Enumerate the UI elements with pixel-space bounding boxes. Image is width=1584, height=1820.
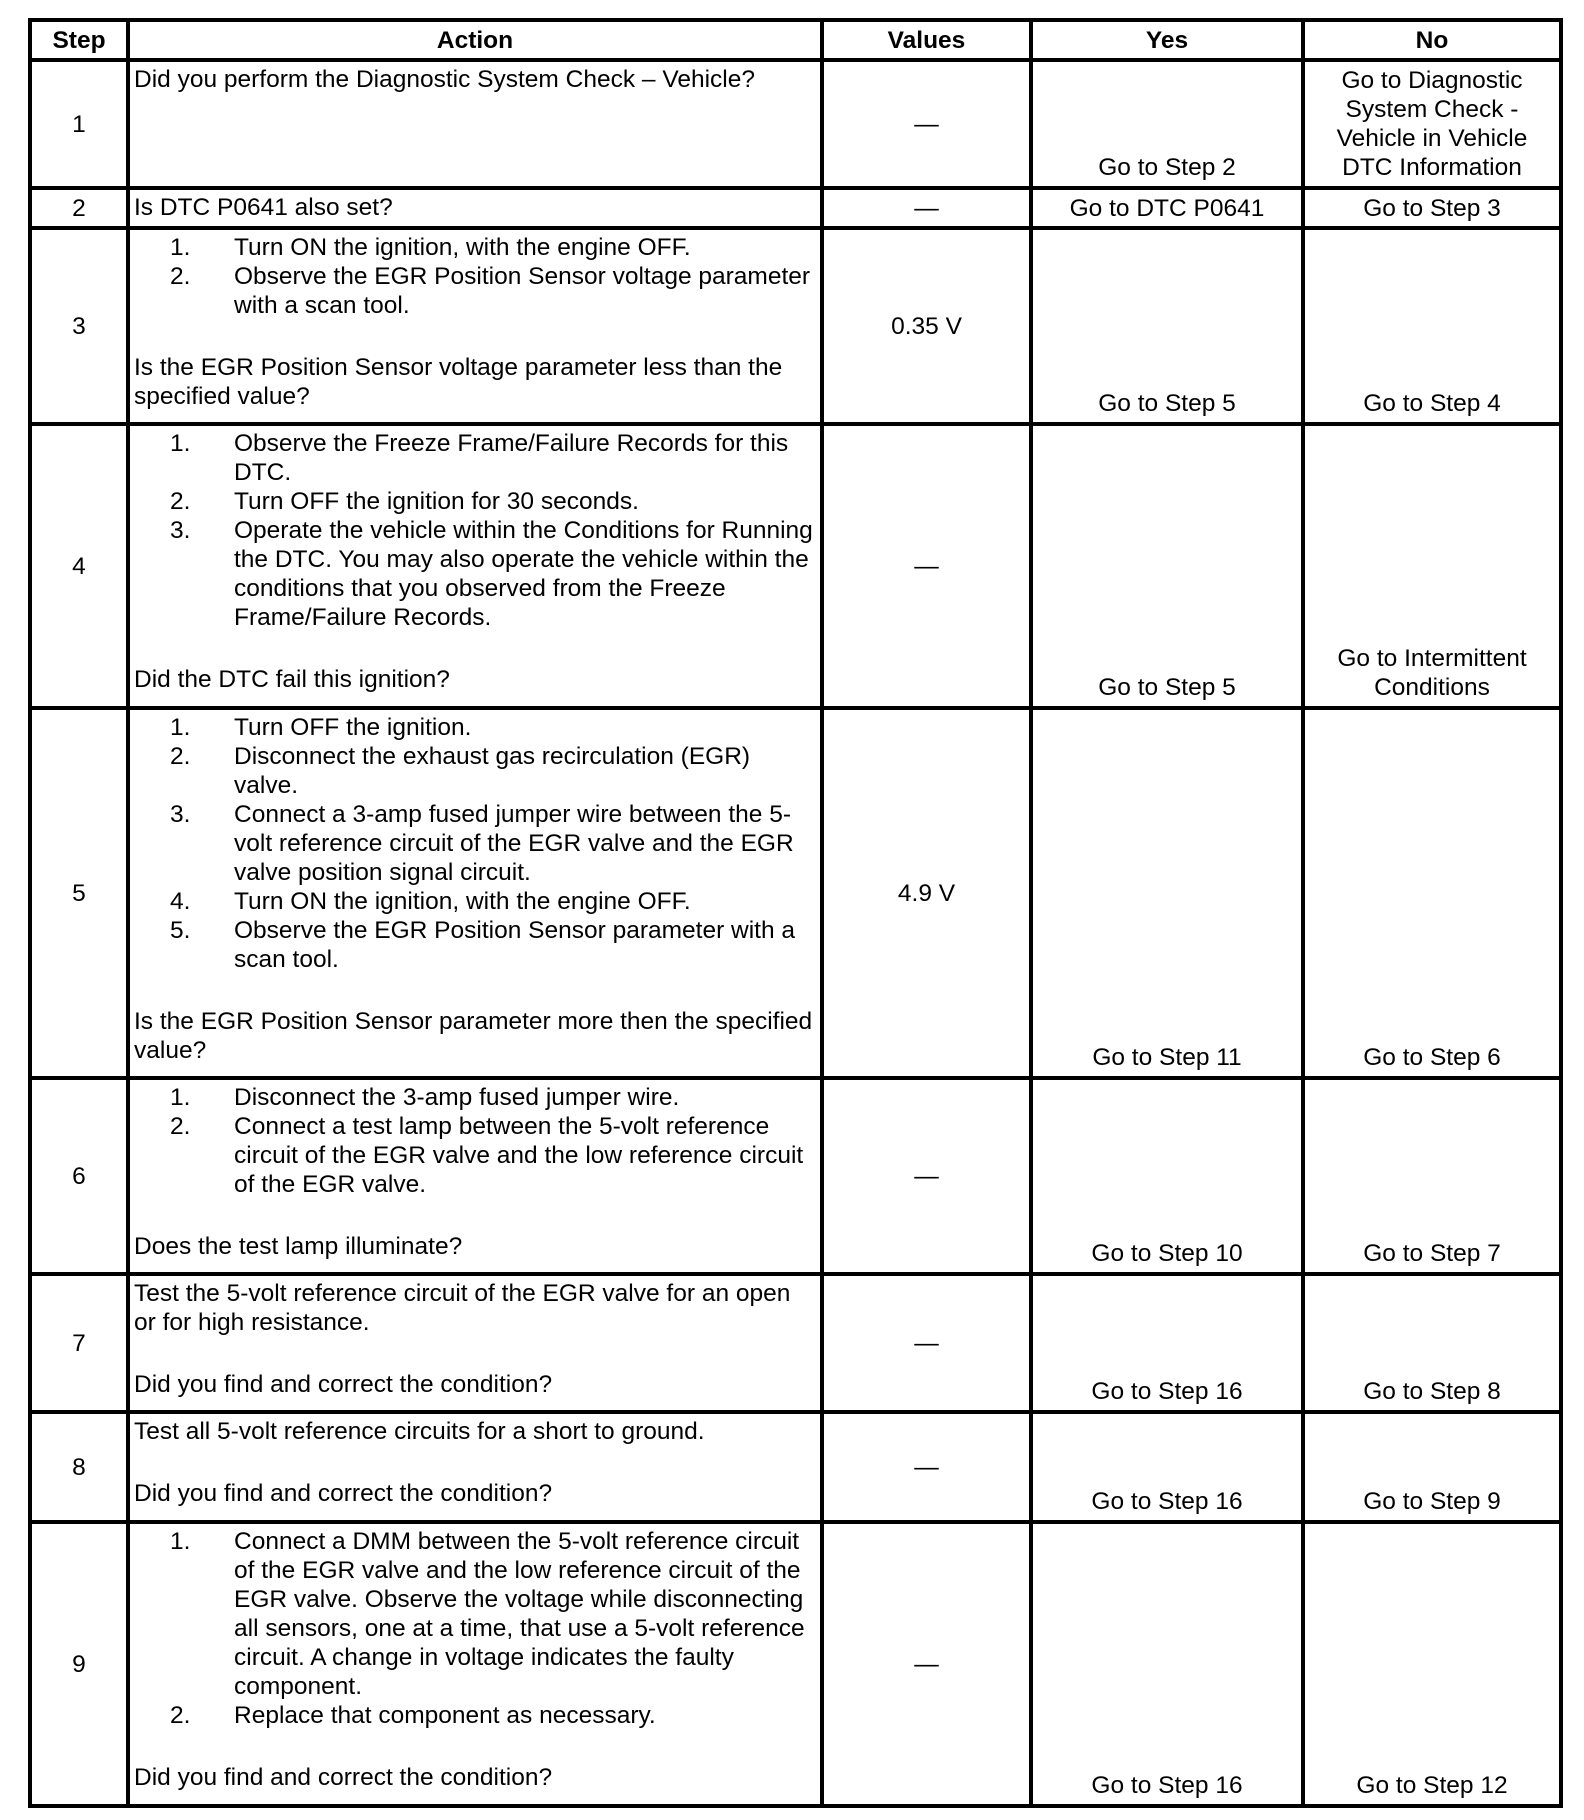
no-cell: Go to Step 12 [1303, 1522, 1561, 1806]
value-cell: — [822, 1078, 1031, 1274]
step-number: 9 [30, 1522, 128, 1806]
table-row [30, 1522, 1561, 1806]
step-number: 4 [30, 424, 128, 708]
action-step: Connect a DMM between the 5-volt reference circuit of the EGR valve and the low reference circuit of the EGR valve. Observe the voltage while disconnecting all sensors, one at a time, that use a 5-volt reference circuit. A change in voltage indicates the faulty component. [234, 1528, 805, 1700]
header-yes: Yes [1031, 20, 1303, 60]
value-cell: — [822, 1412, 1031, 1522]
action-cell [128, 708, 822, 1078]
header-values: Values [822, 20, 1031, 60]
action-cell [128, 1274, 822, 1412]
value-cell: 0.35 V [822, 228, 1031, 424]
header-action: Action [128, 20, 822, 60]
action-text: Test the 5-volt reference circuit of the EGR valve for an open or for high resistance. [134, 1280, 791, 1336]
action-steps [134, 713, 816, 974]
action-step: Observe the EGR Position Sensor parameter with a scan tool. [234, 917, 796, 973]
action-question: Did you find and correct the condition? [134, 1371, 553, 1398]
table-row [30, 424, 1561, 708]
action-text: Test all 5-volt reference circuits for a short to ground. [134, 1418, 705, 1445]
diagnostic-table [28, 18, 1563, 1808]
yes-cell: Go to DTC P0641 [1031, 188, 1303, 228]
action-step: Operate the vehicle within the Conditions for Running the DTC. You may also operate the vehicle within the conditions that you observed from the Freeze Frame/Failure Records. [234, 517, 813, 631]
no-cell: Go to Step 4 [1303, 228, 1561, 424]
no-cell: Go to Intermittent Conditions [1303, 424, 1561, 708]
action-step: Turn OFF the ignition. [234, 714, 472, 741]
action-step: Disconnect the 3-amp fused jumper wire. [234, 1084, 680, 1111]
table-row [30, 708, 1561, 1078]
action-steps [134, 233, 816, 320]
yes-cell: Go to Step 16 [1031, 1522, 1303, 1806]
action-text: Is DTC P0641 also set? [134, 194, 393, 221]
yes-cell: Go to Step 2 [1031, 60, 1303, 188]
step-number: 7 [30, 1274, 128, 1412]
table-row [30, 228, 1561, 424]
action-step: Observe the EGR Position Sensor voltage parameter with a scan tool. [234, 263, 811, 319]
value-cell: 4.9 V [822, 708, 1031, 1078]
no-cell: Go to Step 3 [1303, 188, 1561, 228]
action-cell [128, 424, 822, 708]
yes-cell: Go to Step 16 [1031, 1274, 1303, 1412]
action-step: Turn ON the ignition, with the engine OFF. [234, 234, 691, 261]
step-number: 8 [30, 1412, 128, 1522]
yes-cell: Go to Step 10 [1031, 1078, 1303, 1274]
step-number: 3 [30, 228, 128, 424]
action-step: Replace that component as necessary. [234, 1702, 656, 1729]
action-step: Turn ON the ignition, with the engine OFF. [234, 888, 691, 915]
step-number: 5 [30, 708, 128, 1078]
step-number: 1 [30, 60, 128, 188]
action-question: Did you find and correct the condition? [134, 1764, 553, 1791]
no-cell: Go to Step 7 [1303, 1078, 1561, 1274]
action-steps [134, 1527, 816, 1730]
header-row [30, 20, 1561, 60]
action-step: Turn OFF the ignition for 30 seconds. [234, 488, 639, 515]
yes-cell: Go to Step 5 [1031, 424, 1303, 708]
step-number: 2 [30, 188, 128, 228]
value-cell: — [822, 188, 1031, 228]
table-row [30, 1078, 1561, 1274]
action-question: Did you find and correct the condition? [134, 1480, 553, 1507]
action-question: Is the EGR Position Sensor voltage parameter less than the specified value? [134, 354, 783, 410]
action-cell [128, 1078, 822, 1274]
action-steps [134, 1083, 816, 1199]
no-cell: Go to Step 8 [1303, 1274, 1561, 1412]
action-cell [128, 188, 822, 228]
yes-cell: Go to Step 11 [1031, 708, 1303, 1078]
table-row [30, 188, 1561, 228]
action-question: Is the EGR Position Sensor parameter more then the specified value? [134, 1008, 813, 1064]
action-step: Connect a 3-amp fused jumper wire between the 5-volt reference circuit of the EGR valve and the EGR valve position signal circuit. [234, 801, 794, 886]
table-row [30, 1412, 1561, 1522]
header-step: Step [30, 20, 128, 60]
action-cell [128, 60, 822, 188]
yes-cell: Go to Step 16 [1031, 1412, 1303, 1522]
action-cell [128, 228, 822, 424]
action-step: Observe the Freeze Frame/Failure Records for this DTC. [234, 430, 789, 486]
yes-cell: Go to Step 5 [1031, 228, 1303, 424]
action-text: Did you perform the Diagnostic System Check – Vehicle? [134, 66, 755, 93]
action-steps [134, 429, 816, 632]
table-row [30, 60, 1561, 188]
table-row [30, 1274, 1561, 1412]
action-cell [128, 1522, 822, 1806]
no-cell: Go to Step 9 [1303, 1412, 1561, 1522]
action-question: Did the DTC fail this ignition? [134, 666, 450, 693]
no-cell: Go to Diagnostic System Check - Vehicle in Vehicle DTC Information [1303, 60, 1561, 188]
action-cell [128, 1412, 822, 1522]
action-step: Connect a test lamp between the 5-volt reference circuit of the EGR valve and the low reference circuit of the EGR valve. [234, 1113, 804, 1198]
value-cell: — [822, 424, 1031, 708]
action-step: Disconnect the exhaust gas recirculation (EGR) valve. [234, 743, 751, 799]
action-question: Does the test lamp illuminate? [134, 1233, 463, 1260]
header-no: No [1303, 20, 1561, 60]
value-cell: — [822, 1274, 1031, 1412]
value-cell: — [822, 1522, 1031, 1806]
value-cell: — [822, 60, 1031, 188]
step-number: 6 [30, 1078, 128, 1274]
no-cell: Go to Step 6 [1303, 708, 1561, 1078]
